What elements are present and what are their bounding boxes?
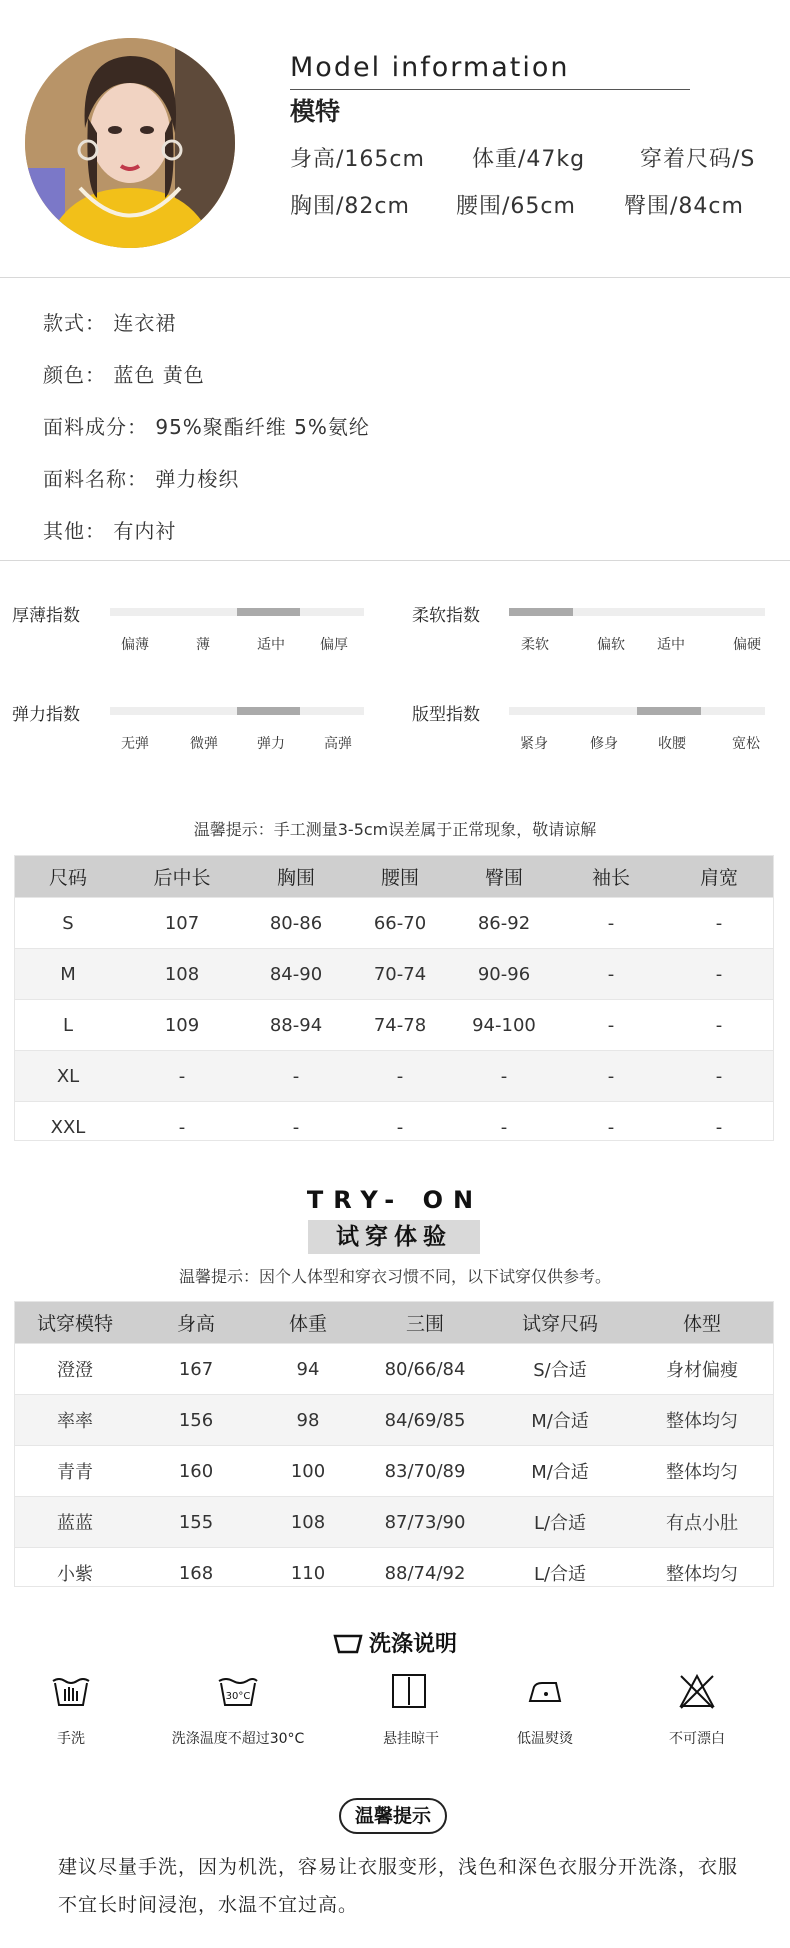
header-cell: 腰围 xyxy=(350,855,450,898)
hand-wash-icon xyxy=(51,1675,91,1709)
table-cell: - xyxy=(350,1051,450,1102)
wash-label: 悬挂晾干 xyxy=(383,1731,439,1747)
table-cell: 88/74/92 xyxy=(360,1548,490,1599)
table-cell: 94 xyxy=(256,1344,360,1395)
model-weight: 体重/47kg xyxy=(472,147,586,172)
table-cell: 84-90 xyxy=(242,949,350,1000)
table-cell: - xyxy=(558,1102,664,1153)
table-cell: - xyxy=(664,898,774,949)
index-title-softness: 柔软指数 xyxy=(412,606,480,626)
tryon-note: 温馨提示：因个人体型和穿衣习惯不同，以下试穿仅供参考。 xyxy=(178,1267,611,1286)
table-cell: 90-96 xyxy=(450,949,558,1000)
spec-fabric-name: 面料名称： 弹力梭织 xyxy=(43,467,240,491)
hang-dry-icon xyxy=(391,1673,427,1709)
header-cell: 袖长 xyxy=(558,855,664,898)
table-cell: 156 xyxy=(136,1395,256,1446)
table-cell: M xyxy=(14,949,122,1000)
model-photo xyxy=(25,38,235,248)
index-label: 弹力 xyxy=(257,736,285,752)
index-bar-elasticity xyxy=(110,707,364,715)
index-label: 适中 xyxy=(257,637,285,653)
spec-color: 颜色： 蓝色 黄色 xyxy=(43,363,205,387)
index-label: 偏薄 xyxy=(121,637,149,653)
table-cell: XL xyxy=(14,1051,122,1102)
table-cell: 100 xyxy=(256,1446,360,1497)
index-bar-thickness xyxy=(110,608,364,616)
header-cell: 身高 xyxy=(136,1301,256,1344)
table-cell: M/合适 xyxy=(490,1446,630,1497)
index-selected-segment xyxy=(237,707,300,715)
wash-label: 洗涤温度不超过30°C xyxy=(171,1731,305,1747)
section-divider xyxy=(0,560,790,561)
wash-basin-icon xyxy=(333,1632,363,1654)
table-cell: 98 xyxy=(256,1395,360,1446)
header-cell: 肩宽 xyxy=(664,855,774,898)
index-label: 宽松 xyxy=(732,736,760,752)
header-cell: 胸围 xyxy=(242,855,350,898)
table-cell: 168 xyxy=(136,1548,256,1599)
table-cell: 167 xyxy=(136,1344,256,1395)
model-portrait-illustration xyxy=(25,38,235,248)
table-cell: 108 xyxy=(122,949,242,1000)
table-cell: 83/70/89 xyxy=(360,1446,490,1497)
model-info-title: Model information xyxy=(290,52,570,83)
index-selected-segment xyxy=(237,608,300,616)
table-cell: 155 xyxy=(136,1497,256,1548)
model-waist: 腰围/65cm xyxy=(456,194,576,219)
index-title-elasticity: 弹力指数 xyxy=(12,705,80,725)
table-cell: S xyxy=(14,898,122,949)
header-cell: 试穿尺码 xyxy=(490,1301,630,1344)
model-hip: 臀围/84cm xyxy=(624,194,744,219)
table-cell: 88-94 xyxy=(242,1000,350,1051)
index-bar-fit xyxy=(509,707,765,715)
index-title-thickness: 厚薄指数 xyxy=(12,606,80,626)
section-divider xyxy=(0,277,790,278)
table-cell: 整体均匀 xyxy=(630,1446,774,1497)
wash-label: 低温熨烫 xyxy=(517,1731,573,1747)
table-cell: 有点小肚 xyxy=(630,1497,774,1548)
table-cell: - xyxy=(664,1000,774,1051)
header-cell: 试穿模特 xyxy=(14,1301,136,1344)
tryon-title-cn: 试穿体验 xyxy=(308,1220,480,1254)
model-bust: 胸围/82cm xyxy=(290,194,410,219)
wash-label: 手洗 xyxy=(57,1731,85,1747)
table-cell: 110 xyxy=(256,1548,360,1599)
header-cell: 臀围 xyxy=(450,855,558,898)
table-cell: M/合适 xyxy=(490,1395,630,1446)
index-label: 收腰 xyxy=(658,736,686,752)
table-cell: 66-70 xyxy=(350,898,450,949)
table-cell: L/合适 xyxy=(490,1548,630,1599)
table-cell: 青青 xyxy=(14,1446,136,1497)
table-cell: - xyxy=(450,1051,558,1102)
table-cell: 94-100 xyxy=(450,1000,558,1051)
tips-text: 建议尽量手洗，因为机洗，容易让衣服变形，浅色和深色衣服分开洗涤，衣服不宜长时间浸泡，水温不宜过高。 xyxy=(58,1856,739,1916)
table-cell: 109 xyxy=(122,1000,242,1051)
title-divider xyxy=(290,89,690,90)
wash-30-icon xyxy=(217,1675,259,1709)
table-cell: 80-86 xyxy=(242,898,350,949)
index-label: 无弹 xyxy=(121,736,149,752)
washing-title xyxy=(0,1627,790,1658)
table-cell: 84/69/85 xyxy=(360,1395,490,1446)
table-cell: - xyxy=(242,1102,350,1153)
washing-title-text: 洗涤说明 xyxy=(368,1632,457,1657)
index-label: 紧身 xyxy=(520,736,548,752)
table-cell: 率率 xyxy=(14,1395,136,1446)
table-cell: 107 xyxy=(122,898,242,949)
header-cell: 三围 xyxy=(360,1301,490,1344)
no-bleach-icon xyxy=(677,1672,717,1710)
table-cell: L/合适 xyxy=(490,1497,630,1548)
table-cell: - xyxy=(558,1000,664,1051)
table-cell: 108 xyxy=(256,1497,360,1548)
size-table-border xyxy=(14,855,774,1141)
table-cell: 160 xyxy=(136,1446,256,1497)
table-cell: - xyxy=(242,1051,350,1102)
table-cell: 87/73/90 xyxy=(360,1497,490,1548)
tips-title: 温馨提示 xyxy=(339,1798,447,1834)
table-cell: - xyxy=(664,949,774,1000)
index-label: 柔软 xyxy=(521,637,549,653)
table-cell: XXL xyxy=(14,1102,122,1153)
wash-label: 不可漂白 xyxy=(669,1731,725,1747)
table-cell: - xyxy=(450,1102,558,1153)
table-cell: - xyxy=(558,1051,664,1102)
table-cell: - xyxy=(558,898,664,949)
model-height: 身高/165cm xyxy=(290,147,425,172)
table-cell: 澄澄 xyxy=(14,1344,136,1395)
table-cell: 70-74 xyxy=(350,949,450,1000)
table-cell: 74-78 xyxy=(350,1000,450,1051)
index-label: 适中 xyxy=(657,637,685,653)
index-label: 薄 xyxy=(196,637,210,653)
index-selected-segment xyxy=(509,608,573,616)
table-cell: 身材偏瘦 xyxy=(630,1344,774,1395)
table-cell: 整体均匀 xyxy=(630,1395,774,1446)
table-cell: 86-92 xyxy=(450,898,558,949)
table-cell: L xyxy=(14,1000,122,1051)
low-iron-icon xyxy=(526,1679,564,1705)
index-label: 修身 xyxy=(590,736,618,752)
spec-other: 其他： 有内衬 xyxy=(43,519,177,543)
index-label: 偏硬 xyxy=(733,637,761,653)
header-cell: 体型 xyxy=(630,1301,774,1344)
tryon-table-border xyxy=(14,1301,774,1587)
index-title-fit: 版型指数 xyxy=(412,705,480,725)
table-cell: - xyxy=(558,949,664,1000)
table-cell: - xyxy=(350,1102,450,1153)
spec-fabric-composition: 面料成分： 95%聚酯纤维 5%氨纶 xyxy=(43,415,370,439)
spec-style: 款式： 连衣裙 xyxy=(43,311,177,335)
tryon-title-en: TRY- ON xyxy=(306,1186,484,1214)
wash-30-badge: 30°C xyxy=(225,1691,251,1702)
index-label: 高弹 xyxy=(324,736,352,752)
table-cell: - xyxy=(122,1051,242,1102)
index-label: 偏厚 xyxy=(320,637,348,653)
size-table-note: 温馨提示：手工测量3-5cm误差属于正常现象，敬请谅解 xyxy=(193,820,597,839)
index-label: 偏软 xyxy=(597,637,625,653)
table-cell: S/合适 xyxy=(490,1344,630,1395)
index-bar-softness xyxy=(509,608,765,616)
index-label: 微弹 xyxy=(190,736,218,752)
table-cell: 小紫 xyxy=(14,1548,136,1599)
table-cell: - xyxy=(664,1051,774,1102)
model-info-title-cn: 模特 xyxy=(290,97,341,126)
model-size: 穿着尺码/S xyxy=(640,147,756,172)
table-cell: 蓝蓝 xyxy=(14,1497,136,1548)
header-cell: 后中长 xyxy=(122,855,242,898)
index-selected-segment xyxy=(637,707,701,715)
table-cell: 整体均匀 xyxy=(630,1548,774,1599)
table-cell: - xyxy=(122,1102,242,1153)
header-cell: 尺码 xyxy=(14,855,122,898)
header-cell: 体重 xyxy=(256,1301,360,1344)
table-cell: 80/66/84 xyxy=(360,1344,490,1395)
table-cell: - xyxy=(664,1102,774,1153)
